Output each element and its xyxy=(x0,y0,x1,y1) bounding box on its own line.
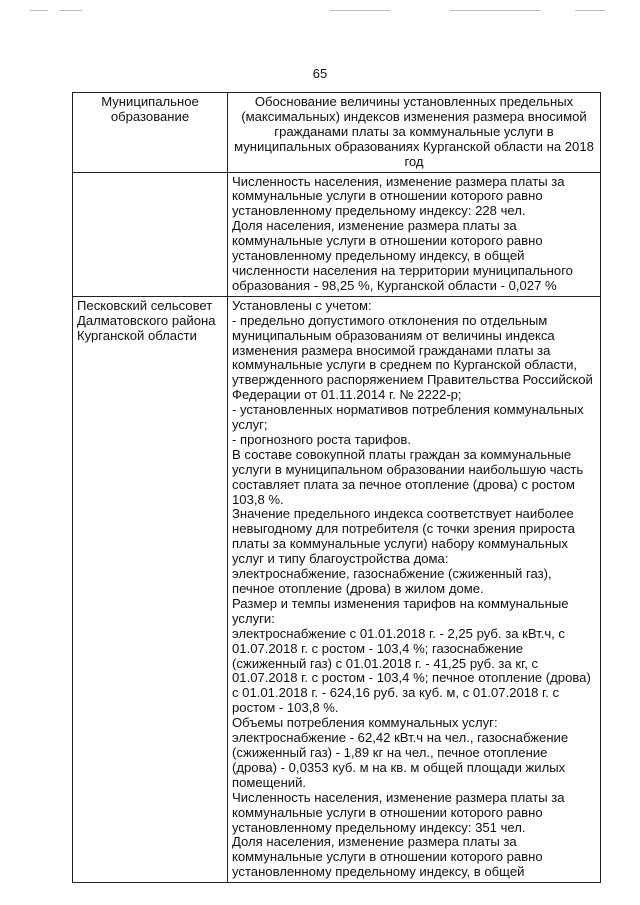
justification-paragraph: электроснабжение, газоснабжение (сжиженный газ), печное отопление (дрова) в жилом доме. xyxy=(232,566,552,596)
justification-paragraph: Объемы потребления коммунальных услуг: xyxy=(232,715,498,731)
scan-artifacts xyxy=(30,10,610,14)
header-municipality: Муниципальное образование xyxy=(73,93,228,173)
justification-cell xyxy=(228,296,601,882)
table-row-continuation xyxy=(73,172,601,296)
justification-paragraph: Доля населения, изменение размера платы за коммунальные услуги в отношении которого равно установленному предельному индексу, в общей xyxy=(232,834,543,880)
header-justification: Обоснование величины установленных предельных (максимальных) индексов изменения размера вносимой гражданами платы за коммунальные услуги в муниципальных образованиях Курганской области на 2018 год xyxy=(228,93,601,173)
continuation-paragraph: Доля населения, изменение размера платы за коммунальные услуги в отношении которого равно установленному предельному индексу, в общей численности населения на территории муниципального образования - 98,25 %, Курганской области - 0,027 % xyxy=(232,218,573,293)
empty-municipality-cell xyxy=(73,172,228,296)
justification-paragraph: - установленных нормативов потребления коммунальных услуг; xyxy=(232,402,584,433)
justification-paragraph: В составе совокупной платы граждан за коммунальные услуги в муниципальном образовании наибольшую часть составляет плата за печное отопление (дрова) с ростом 103,8 %. xyxy=(232,446,584,507)
justification-paragraph: Значение предельного индекса соответствует наиболее невыгодному для потребителя (с точки зрения прироста платы за коммунальные услуги) набору коммунальных услуг и типу благоустройства дома: xyxy=(232,506,575,567)
justification-paragraph: электроснабжение с 01.01.2018 г. - 2,25 руб. за кВт.ч, с 01.07.2018 г. с ростом - 103,4 %; газоснабжение (сжиженный газ) с 01.01.2018 г. - 41,25 руб. за кг, с 01.07.2018 г. с ростом - 103,4 %; печное отопление (дрова) с 01.01.2018 г. - 624,16 руб. за куб. м, с 01.07.2018 г. с ростом - 103,8 %. xyxy=(232,625,591,716)
table-header-row xyxy=(73,93,601,173)
justification-paragraph: Размер и темпы изменения тарифов на коммунальные услуги: xyxy=(232,595,569,626)
municipality-cell: Песковский сельсовет Далматовского района Курганской области xyxy=(73,296,228,882)
continuation-cell xyxy=(228,172,601,296)
justification-paragraph: - предельно допустимого отклонения по отдельным муниципальным образованиям от величины индекса изменения размера вносимой гражданами платы за коммунальные услуги в среднем по Курганской области, утвержденного распоряжением Правительства Российской Федерации от 01.11.2014 г. № 2222-р; xyxy=(232,312,593,403)
justification-paragraph: Численность населения, изменение размера платы за коммунальные услуги в отношении которого равно установленному предельному индексу: 351 чел. xyxy=(232,789,565,835)
page-number: 65 xyxy=(312,66,328,81)
table-row-peskovsky xyxy=(73,296,601,882)
justification-paragraph: - прогнозного роста тарифов. xyxy=(232,431,411,447)
justification-paragraph: Установлены с учетом: xyxy=(232,297,372,313)
justification-table xyxy=(72,92,601,883)
justification-paragraph: электроснабжение - 62,42 кВт.ч на чел., газоснабжение (сжиженный газ) - 1,89 кг на чел., печное отопление (дрова) - 0,0353 куб. м на кв. м общей площади жилых помещений. xyxy=(232,730,569,790)
continuation-paragraph: Численность населения, изменение размера платы за коммунальные услуги в отношении которого равно установленному предельному индексу: 228 чел. xyxy=(232,173,565,219)
